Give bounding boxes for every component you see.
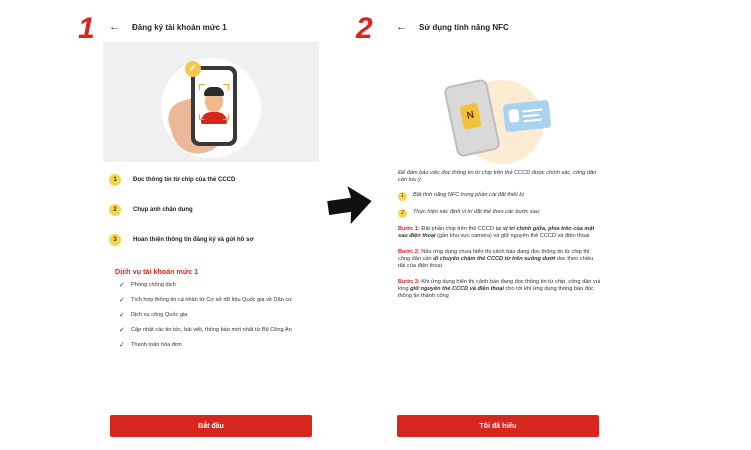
list-item: 1 Bật tính năng NFC trong phần cài đặt thiết bị <box>398 192 602 201</box>
check-icon: ✓ <box>119 327 125 334</box>
step-number-badge: 2 <box>109 204 121 216</box>
step-number-badge: 1 <box>109 174 121 186</box>
face-icon <box>205 90 223 112</box>
step-label: Đọc thông tin từ chip của thẻ CCCD <box>133 177 236 183</box>
instruction-step-1: Bước 1: Đặt phần chip trên thẻ CCCD tại vị trí chính giữa, phía trên của mặt sau điện thoại (gần khu vực camera) và giữ nguyên thẻ CCCD và điện thoại <box>398 226 595 239</box>
list-item: ✓ Cập nhật các tin tức, bài viết, thông báo mới nhất từ Bộ Công An <box>119 327 292 334</box>
arrow-right-icon <box>326 184 374 226</box>
check-badge-icon: ✓ <box>185 61 201 77</box>
step-number-2: 2 <box>356 12 373 45</box>
intro-text: Để đảm bảo việc đọc thông tin từ chip trên thẻ CCCD được chính xác, công dân cần lưu ý: <box>398 170 597 183</box>
back-arrow-icon[interactable]: ← <box>109 21 120 33</box>
check-icon: ✓ <box>119 282 125 289</box>
back-arrow-icon[interactable]: ← <box>396 21 407 33</box>
registration-steps <box>109 165 315 255</box>
list-item: ✓ Dịch vụ công Quốc gia <box>119 312 188 319</box>
page-title: Đăng ký tài khoản mức 1 <box>132 22 227 32</box>
phone-selfie-illustration <box>191 66 237 146</box>
list-item: ✓ Tích hợp thông tin cá nhân từ Cơ sở dữ liệu Quốc gia về Dân cư <box>119 297 292 304</box>
app-bar <box>390 12 606 42</box>
understood-button[interactable]: Tôi đã hiểu <box>397 415 599 437</box>
step-item <box>109 225 315 255</box>
step-item <box>109 195 315 225</box>
check-icon: ✓ <box>119 297 125 304</box>
registration-screen <box>103 12 319 442</box>
instruction-step-2: Bước 2: Nếu ứng dụng chưa hiển thị cảnh báo đang đọc thông tin từ chip thì công dân cần di chuyển chậm thẻ CCCD từ trên xuống dưới dọc theo chiều dài của điện thoại <box>398 249 594 269</box>
app-bar <box>103 12 319 42</box>
nfc-icon: N <box>459 103 482 130</box>
nfc-instructions <box>398 170 602 309</box>
list-item: ✓ Thanh toán hóa đơn <box>119 342 182 349</box>
step-number-badge: 3 <box>109 234 121 246</box>
list-item: ✓ Phòng chống dịch <box>119 282 176 289</box>
bullet-number-badge: 1 <box>398 192 407 201</box>
check-icon: ✓ <box>119 342 125 349</box>
nfc-screen <box>390 12 606 442</box>
check-icon: ✓ <box>119 312 125 319</box>
id-card-illustration <box>503 100 552 133</box>
instruction-step-3: Bước 3: Khi ứng dụng hiển thị cảnh báo đang đọc thông tin từ chip, công dân vui lòng giữ nguyên thẻ CCCD và điện thoại cho tới khi ứng dụng thông báo đọc thông tin thành công <box>398 279 601 299</box>
section-title: Dịch vụ tài khoản mức 1 <box>115 267 199 276</box>
step-label: Hoàn thiện thông tin đăng ký và gửi hồ sơ <box>133 237 254 243</box>
bullet-number-badge: 2 <box>398 209 407 218</box>
page-title: Sử dụng tính năng NFC <box>419 22 509 32</box>
benefit-list <box>119 282 315 357</box>
step-label: Chụp ảnh chân dung <box>133 207 193 213</box>
step-number-1: 1 <box>78 12 95 45</box>
step-item <box>109 165 315 195</box>
start-button[interactable]: Bắt đầu <box>110 415 312 437</box>
list-item: 2 Thực hiện xác định vị trí đặt thẻ theo các bước sau: <box>398 209 602 218</box>
